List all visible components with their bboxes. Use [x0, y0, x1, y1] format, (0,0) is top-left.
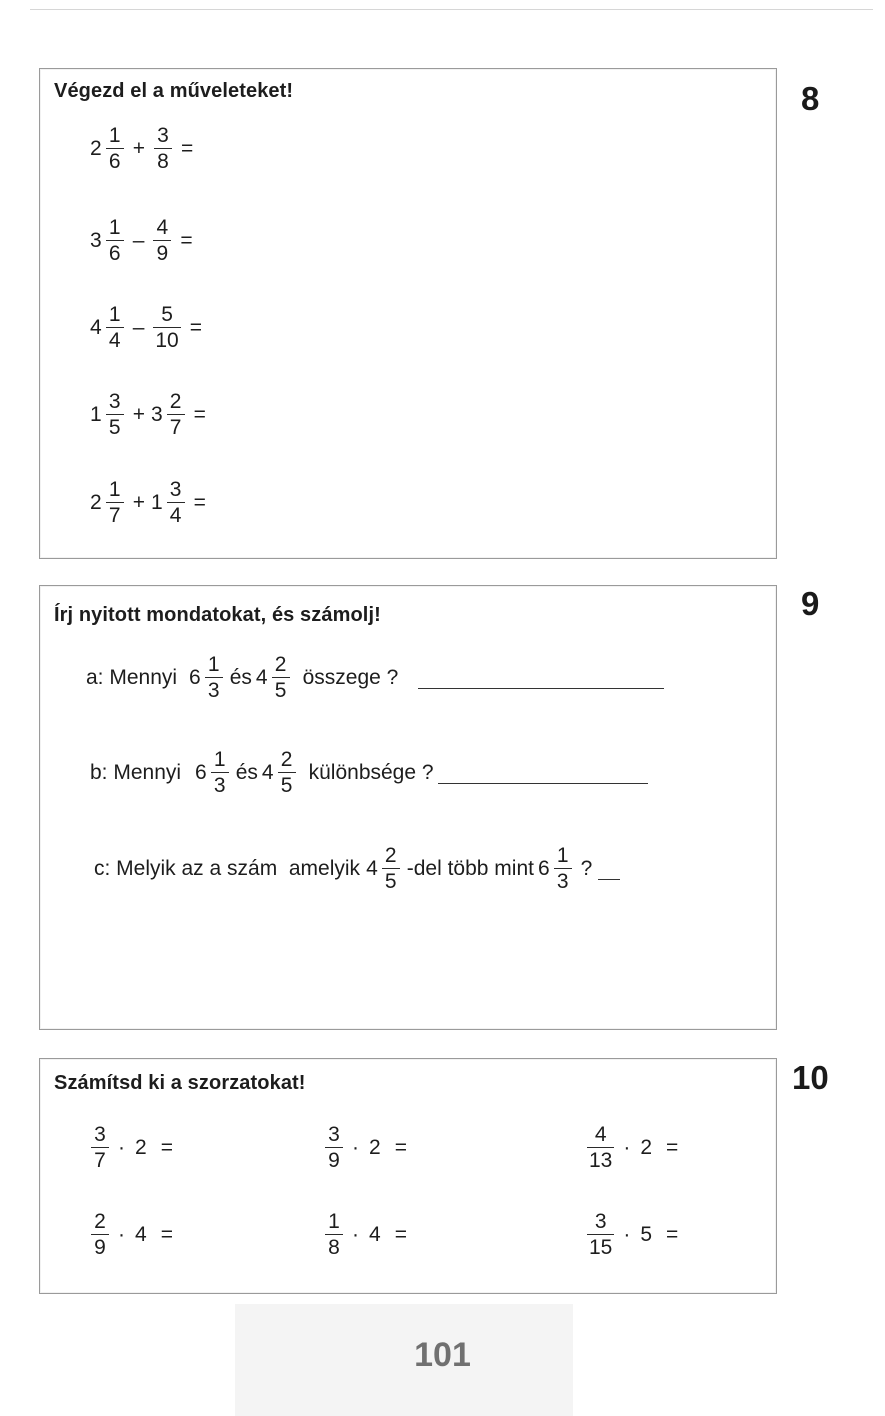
fraction	[106, 391, 124, 438]
question-prefix: b: Mennyi	[90, 760, 182, 784]
multiply-dot: ·	[623, 1135, 631, 1159]
answer-line[interactable]	[438, 761, 648, 784]
equals-sign: =	[666, 1222, 679, 1246]
question-prefix: c: Melyik az a szám amelyik	[94, 856, 361, 880]
numerator: 2	[94, 1210, 106, 1233]
question-suffix: összege ?	[302, 665, 399, 689]
exercise-8-item	[90, 391, 206, 438]
question-conjunction: és	[235, 760, 258, 784]
denominator: 4	[169, 504, 182, 527]
exercise-10-number: 10	[792, 1059, 829, 1096]
question-middle: -del több mint	[406, 856, 534, 880]
multiply-dot: ·	[352, 1222, 359, 1246]
numerator: 3	[94, 1123, 106, 1146]
fraction	[167, 391, 185, 438]
fraction	[272, 654, 290, 701]
fraction	[153, 217, 171, 264]
operator: +	[132, 490, 145, 514]
denominator: 7	[108, 504, 121, 527]
whole-number: 2	[90, 490, 102, 514]
fraction	[325, 1211, 343, 1258]
denominator: 8	[157, 150, 169, 173]
fraction	[106, 125, 124, 172]
fraction	[205, 654, 223, 701]
top-rule	[30, 9, 873, 10]
operator: +	[132, 402, 145, 426]
whole-number: 3	[90, 228, 102, 252]
multiply-dot: ·	[352, 1135, 359, 1159]
question-suffix: ?	[580, 856, 593, 880]
numerator: 2	[169, 390, 182, 413]
exercise-10-item	[322, 1124, 407, 1171]
multiply-dot: ·	[118, 1222, 125, 1246]
fraction	[106, 217, 124, 264]
exercise-9-title: Írj nyitott mondatokat, és számolj!	[54, 604, 381, 626]
fraction	[554, 845, 572, 892]
denominator: 5	[108, 416, 121, 439]
whole-number: 1	[150, 490, 163, 514]
multiplier: 5	[640, 1222, 653, 1246]
fraction	[278, 749, 296, 796]
denominator: 3	[207, 679, 220, 702]
exercise-8-number: 8	[801, 80, 820, 117]
exercise-9-question-c	[90, 845, 620, 892]
denominator: 5	[384, 870, 397, 893]
fraction	[587, 1211, 614, 1258]
numerator: 2	[280, 748, 293, 771]
whole-number: 4	[90, 315, 102, 339]
exercise-8-item	[90, 125, 193, 172]
multiplier: 2	[640, 1135, 653, 1159]
equals-sign: =	[160, 1135, 173, 1159]
fraction	[106, 479, 124, 526]
exercise-9-box	[39, 585, 777, 1030]
question-suffix: különbsége ?	[308, 760, 434, 784]
whole-number: 3	[150, 402, 163, 426]
question-conjunction: és	[229, 665, 252, 689]
denominator: 9	[328, 1149, 340, 1172]
multiply-dot: ·	[623, 1222, 631, 1246]
denominator: 9	[156, 242, 169, 265]
equals-sign: =	[193, 490, 206, 514]
exercise-8-item	[90, 304, 202, 351]
whole-number: 4	[255, 665, 268, 689]
fraction	[587, 1124, 614, 1171]
equals-sign: =	[189, 315, 202, 339]
exercise-10-item	[584, 1211, 678, 1258]
exercise-10-box	[39, 1058, 777, 1294]
denominator: 13	[589, 1149, 613, 1172]
exercise-9-question-a	[82, 654, 664, 701]
page-number: 101	[414, 1336, 471, 1374]
denominator: 6	[108, 242, 121, 265]
numerator: 1	[108, 124, 121, 147]
denominator: 9	[94, 1236, 106, 1259]
exercise-8-title: Végezd el a műveleteket!	[54, 80, 294, 102]
denominator: 3	[213, 774, 226, 797]
equals-sign: =	[180, 136, 194, 160]
whole-number: 2	[90, 136, 102, 160]
denominator: 3	[556, 870, 569, 893]
exercise-8-item	[90, 479, 206, 526]
fraction	[154, 125, 172, 172]
fraction	[91, 1124, 109, 1171]
numerator: 3	[169, 478, 182, 501]
denominator: 10	[155, 329, 179, 352]
answer-line[interactable]	[418, 666, 664, 689]
numerator: 3	[328, 1123, 340, 1146]
equals-sign: =	[160, 1222, 173, 1246]
multiply-dot: ·	[118, 1135, 125, 1159]
denominator: 8	[328, 1236, 340, 1259]
numerator: 2	[274, 653, 287, 676]
numerator: 3	[108, 390, 121, 413]
numerator: 1	[108, 216, 121, 239]
fraction	[325, 1124, 343, 1171]
denominator: 7	[94, 1149, 106, 1172]
fraction	[153, 304, 180, 351]
numerator: 4	[156, 216, 169, 239]
denominator: 5	[274, 679, 287, 702]
exercise-10-title: Számítsd ki a szorzatokat!	[54, 1072, 306, 1094]
fraction	[106, 304, 124, 351]
multiplier: 4	[135, 1222, 147, 1246]
whole-number: 4	[366, 856, 378, 880]
multiplier: 2	[135, 1135, 147, 1159]
whole-number: 1	[90, 402, 102, 426]
exercise-8-item	[90, 217, 193, 264]
exercise-10-item	[88, 1124, 173, 1171]
denominator: 7	[169, 416, 182, 439]
whole-number: 4	[261, 760, 274, 784]
question-prefix: a: Mennyi	[86, 665, 178, 689]
numerator: 2	[384, 844, 397, 867]
equals-sign: =	[193, 402, 206, 426]
denominator: 15	[589, 1236, 613, 1259]
exercise-9-number: 9	[801, 585, 820, 622]
numerator: 1	[108, 478, 121, 501]
denominator: 5	[280, 774, 293, 797]
fraction	[91, 1211, 109, 1258]
numerator: 1	[108, 303, 121, 326]
exercise-10-item	[88, 1211, 173, 1258]
denominator: 6	[108, 150, 121, 173]
whole-number: 6	[189, 665, 201, 689]
exercise-9-question-b	[86, 749, 648, 796]
equals-sign: =	[180, 228, 193, 252]
answer-line[interactable]	[598, 857, 620, 880]
numerator: 5	[161, 303, 173, 326]
operator: –	[132, 228, 145, 252]
equals-sign: =	[394, 1135, 407, 1159]
multiplier: 2	[369, 1135, 381, 1159]
numerator: 3	[594, 1210, 607, 1233]
whole-number: 6	[537, 856, 550, 880]
numerator: 1	[556, 844, 569, 867]
denominator: 4	[108, 329, 121, 352]
numerator: 1	[328, 1210, 340, 1233]
equals-sign: =	[394, 1222, 407, 1246]
fraction	[211, 749, 229, 796]
numerator: 1	[207, 653, 220, 676]
numerator: 3	[157, 124, 169, 147]
fraction	[167, 479, 185, 526]
equals-sign: =	[666, 1135, 679, 1159]
exercise-10-item	[322, 1211, 407, 1258]
numerator: 1	[213, 748, 226, 771]
whole-number: 6	[195, 760, 207, 784]
multiplier: 4	[369, 1222, 381, 1246]
numerator: 4	[594, 1123, 607, 1146]
exercise-10-item	[584, 1124, 678, 1171]
operator: –	[132, 315, 145, 339]
operator: +	[132, 136, 145, 160]
fraction	[382, 845, 400, 892]
